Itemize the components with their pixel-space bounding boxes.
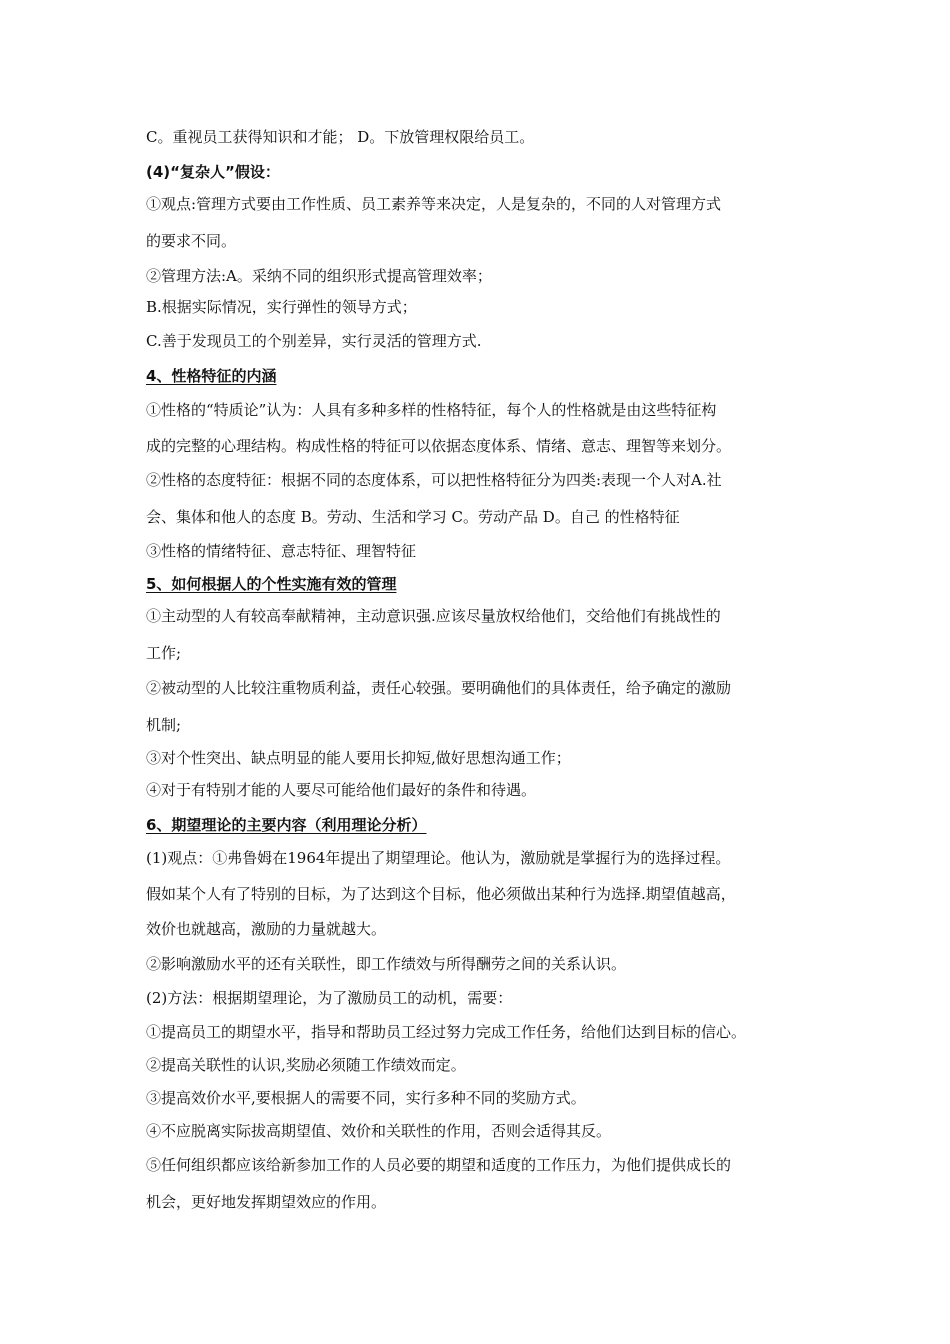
section-heading: (4)“复杂人”假设： [146,163,280,181]
paragraph-line: B.根据实际情况，实行弹性的领导方式； [146,298,417,316]
paragraph-line: ②管理方法:A。采纳不同的组织形式提高管理效率； [146,267,492,285]
paragraph-line: (1)观点：①弗鲁姆在1964年提出了期望理论。他认为，激励就是掌握行为的选择过程。 [146,849,731,867]
paragraph-line: ①观点:管理方式要由工作性质、员工素养等来决定，人是复杂的，不同的人对管理方式 [146,195,722,213]
paragraph-line: ④不应脱离实际拔高期望值、效价和关联性的作用，否则会适得其反。 [146,1122,612,1140]
paragraph-line: ②性格的态度特征：根据不同的态度体系，可以把性格特征分为四类:表现一个人对A.社 [146,471,722,489]
paragraph-line: 机会，更好地发挥期望效应的作用。 [146,1193,387,1211]
paragraph-line: ②影响激励水平的还有关联性，即工作绩效与所得酬劳之间的关系认识。 [146,955,627,973]
section-heading: 4、性格特征的内涵 [146,367,277,385]
paragraph-line: 的要求不同。 [146,232,237,250]
paragraph-line: 工作; [146,644,182,662]
paragraph-line: ②被动型的人比较注重物质利益，责任心较强。要明确他们的具体责任，给予确定的激励 [146,679,732,697]
section-heading: 6、期望理论的主要内容（利用理论分析） [146,816,427,834]
paragraph-line: ③对个性突出、缺点明显的能人要用长抑短,做好思想沟通工作； [146,749,571,767]
paragraph-line: ①性格的“特质论”认为：人具有多种多样的性格特征，每个人的性格就是由这些特征构 [146,401,717,419]
paragraph-line: C.善于发现员工的个别差异，实行灵活的管理方式. [146,332,482,350]
paragraph-line: ①主动型的人有较高奉献精神，主动意识强.应该尽量放权给他们，交给他们有挑战性的 [146,607,721,625]
paragraph-line: 效价也就越高，激励的力量就越大。 [146,920,387,938]
paragraph-line: ③提高效价水平,要根据人的需要不同，实行多种不同的奖励方式。 [146,1089,586,1107]
paragraph-line: 成的完整的心理结构。构成性格的特征可以依据态度体系、情绪、意志、理智等来划分。 [146,437,732,455]
paragraph-line: ②提高关联性的认识,奖励必须随工作绩效而定。 [146,1056,466,1074]
paragraph-line: ④对于有特别才能的人要尽可能给他们最好的条件和待遇。 [146,781,537,799]
paragraph-line: ③性格的情绪特征、意志特征、理智特征 [146,542,417,560]
paragraph-line: (2)方法：根据期望理论，为了激励员工的动机，需要： [146,989,513,1007]
paragraph-line: ⑤任何组织都应该给新参加工作的人员必要的期望和适度的工作压力，为他们提供成长的 [146,1156,732,1174]
paragraph-line: ①提高员工的期望水平，指导和帮助员工经过努力完成工作任务，给他们达到目标的信心。 [146,1023,747,1041]
paragraph-line: 机制; [146,716,182,734]
paragraph-line: 假如某个人有了特别的目标，为了达到这个目标，他必须做出某种行为选择.期望值越高， [146,885,736,903]
paragraph-line: C。重视员工获得知识和才能； D。下放管理权限给员工。 [146,128,535,146]
section-heading: 5、如何根据人的个性实施有效的管理 [146,575,397,593]
paragraph-line: 会、集体和他人的态度 B。劳动、生活和学习 C。劳动产品 D。自己 的性格特征 [146,508,680,526]
